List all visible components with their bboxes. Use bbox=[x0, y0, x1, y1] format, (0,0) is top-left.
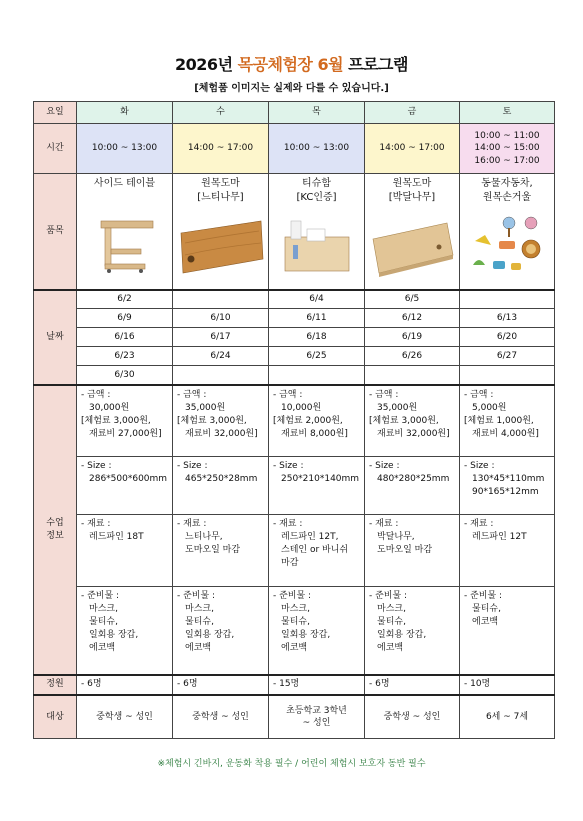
product-cell bbox=[77, 174, 173, 290]
prep-cell: - 준비물 : 마스크, 물티슈, 일회용 장갑, 에코백 bbox=[173, 587, 269, 675]
price-cell: - 금액 : 5,000원 [체험료 1,000원, 재료비 4,000원] bbox=[460, 385, 555, 457]
date-cell bbox=[460, 290, 555, 309]
size-cell: - Size : 286*500*600mm bbox=[77, 457, 173, 515]
target-cell: 중학생 ~ 성인 bbox=[77, 695, 173, 739]
target-cell: 초등학교 3학년 ~ 성인 bbox=[269, 695, 365, 739]
prep-cell: - 준비물 : 마스크, 물티슈, 일회용 장갑, 에코백 bbox=[269, 587, 365, 675]
date-cell: 6/4 bbox=[269, 290, 365, 309]
zelkova-board-image bbox=[175, 215, 267, 279]
target-cell: 중학생 ~ 성인 bbox=[173, 695, 269, 739]
target-label: 대상 bbox=[34, 695, 77, 739]
date-cell: 6/13 bbox=[460, 309, 555, 328]
date-cell: 6/20 bbox=[460, 328, 555, 347]
time-row bbox=[34, 124, 555, 174]
time-sat-slot-1: 10:00 ~ 11:00 bbox=[474, 131, 540, 142]
capacity-cell: - 15명 bbox=[269, 675, 365, 695]
animal-car-mirror-image bbox=[465, 215, 549, 279]
date-row bbox=[34, 347, 555, 366]
date-cell bbox=[365, 366, 460, 385]
target-cell: 중학생 ~ 성인 bbox=[365, 695, 460, 739]
material-cell: - 재료 : 박달나무, 도마오일 마감 bbox=[365, 515, 460, 587]
date-cell: 6/16 bbox=[77, 328, 173, 347]
footer-note: ※체험시 긴바지, 운동화 착용 필수 / 어린이 체험시 보호자 동반 필수 bbox=[157, 759, 426, 769]
date-cell: 6/30 bbox=[77, 366, 173, 385]
capacity-cell: - 10명 bbox=[460, 675, 555, 695]
product-row bbox=[34, 174, 555, 290]
schedule-table bbox=[33, 101, 555, 739]
title-year: 2026년 bbox=[175, 55, 233, 74]
size-cell: - Size : 130*45*110mm 90*165*12mm bbox=[460, 457, 555, 515]
product-name: 티슈함 [KC인증] bbox=[296, 178, 337, 203]
time-sat-slot-3: 16:00 ~ 17:00 bbox=[474, 155, 540, 166]
date-cell: 6/23 bbox=[77, 347, 173, 366]
material-cell: - 재료 : 레드파인 12T, 스테인 or 바니쉬 마감 bbox=[269, 515, 365, 587]
day-label: 요일 bbox=[34, 102, 77, 124]
material-cell: - 재료 : 레드파인 18T bbox=[77, 515, 173, 587]
day-row bbox=[34, 102, 555, 124]
date-cell bbox=[269, 366, 365, 385]
date-cell: 6/11 bbox=[269, 309, 365, 328]
date-row bbox=[34, 366, 555, 385]
time-label: 시간 bbox=[34, 124, 77, 174]
product-cell bbox=[269, 174, 365, 290]
date-cell: 6/18 bbox=[269, 328, 365, 347]
product-cell bbox=[365, 174, 460, 290]
prep-cell: - 준비물 : 물티슈, 에코백 bbox=[460, 587, 555, 675]
day-tue: 화 bbox=[77, 102, 173, 124]
day-wed: 수 bbox=[173, 102, 269, 124]
product-cell bbox=[173, 174, 269, 290]
material-row bbox=[34, 515, 555, 587]
prep-cell: - 준비물 : 마스크, 물티슈, 일회용 장갑, 에코백 bbox=[365, 587, 460, 675]
target-row bbox=[34, 695, 555, 739]
date-cell bbox=[460, 366, 555, 385]
product-name: 원목도마 [느티나무] bbox=[197, 178, 244, 203]
time-wed: 14:00 ~ 17:00 bbox=[173, 124, 269, 174]
price-cell: - 금액 : 30,000원 [체험료 3,000원, 재료비 27,000원] bbox=[77, 385, 173, 457]
date-cell: 6/9 bbox=[77, 309, 173, 328]
birch-board-image bbox=[369, 215, 455, 279]
date-cell: 6/26 bbox=[365, 347, 460, 366]
size-row bbox=[34, 457, 555, 515]
size-cell: - Size : 480*280*25mm bbox=[365, 457, 460, 515]
target-cell: 6세 ~ 7세 bbox=[460, 695, 555, 739]
day-sat: 토 bbox=[460, 102, 555, 124]
capacity-label: 정원 bbox=[34, 675, 77, 695]
side-table-image bbox=[85, 215, 165, 275]
date-cell: 6/12 bbox=[365, 309, 460, 328]
size-cell: - Size : 465*250*28mm bbox=[173, 457, 269, 515]
time-tue: 10:00 ~ 13:00 bbox=[77, 124, 173, 174]
size-cell: - Size : 250*210*140mm bbox=[269, 457, 365, 515]
date-cell bbox=[173, 290, 269, 309]
time-fri: 14:00 ~ 17:00 bbox=[365, 124, 460, 174]
date-cell: 6/10 bbox=[173, 309, 269, 328]
time-thu: 10:00 ~ 13:00 bbox=[269, 124, 365, 174]
price-cell: - 금액 : 35,000원 [체험료 3,000원, 재료비 32,000원] bbox=[365, 385, 460, 457]
title-highlight: 목공체험장 6월 bbox=[237, 55, 344, 74]
item-label: 품목 bbox=[34, 174, 77, 290]
date-cell: 6/24 bbox=[173, 347, 269, 366]
time-sat-slot-2: 14:00 ~ 15:00 bbox=[474, 143, 540, 154]
date-label: 날짜 bbox=[34, 290, 77, 385]
tissue-box-image bbox=[277, 215, 357, 279]
time-sat bbox=[460, 124, 555, 174]
class-info-label: 수업 정보 bbox=[34, 385, 77, 675]
capacity-row bbox=[34, 675, 555, 695]
capacity-cell: - 6명 bbox=[77, 675, 173, 695]
date-cell bbox=[173, 366, 269, 385]
date-cell: 6/5 bbox=[365, 290, 460, 309]
date-cell: 6/27 bbox=[460, 347, 555, 366]
date-row bbox=[34, 309, 555, 328]
material-cell: - 재료 : 느티나무, 도마오일 마감 bbox=[173, 515, 269, 587]
page-subtitle: [체험품 이미지는 실제와 다를 수 있습니다.] bbox=[194, 83, 389, 94]
price-cell: - 금액 : 35,000원 [체험료 3,000원, 재료비 32,000원] bbox=[173, 385, 269, 457]
date-row bbox=[34, 328, 555, 347]
product-name: 동물자동차, 원목손거울 bbox=[481, 178, 533, 203]
day-thu: 목 bbox=[269, 102, 365, 124]
date-cell: 6/17 bbox=[173, 328, 269, 347]
product-name: 사이드 테이블 bbox=[93, 178, 156, 189]
capacity-cell: - 6명 bbox=[173, 675, 269, 695]
day-fri: 금 bbox=[365, 102, 460, 124]
product-cell bbox=[460, 174, 555, 290]
date-cell: 6/19 bbox=[365, 328, 460, 347]
material-cell: - 재료 : 레드파인 12T bbox=[460, 515, 555, 587]
page-title bbox=[0, 52, 583, 75]
prep-row bbox=[34, 587, 555, 675]
product-name: 원목도마 [박달나무] bbox=[388, 178, 436, 203]
price-cell: - 금액 : 10,000원 [체험료 2,000원, 재료비 8,000원] bbox=[269, 385, 365, 457]
date-cell: 6/25 bbox=[269, 347, 365, 366]
date-row bbox=[34, 290, 555, 309]
price-row bbox=[34, 385, 555, 457]
title-suffix: 프로그램 bbox=[348, 55, 408, 74]
date-cell: 6/2 bbox=[77, 290, 173, 309]
prep-cell: - 준비물 : 마스크, 물티슈, 일회용 장갑, 에코백 bbox=[77, 587, 173, 675]
capacity-cell: - 6명 bbox=[365, 675, 460, 695]
